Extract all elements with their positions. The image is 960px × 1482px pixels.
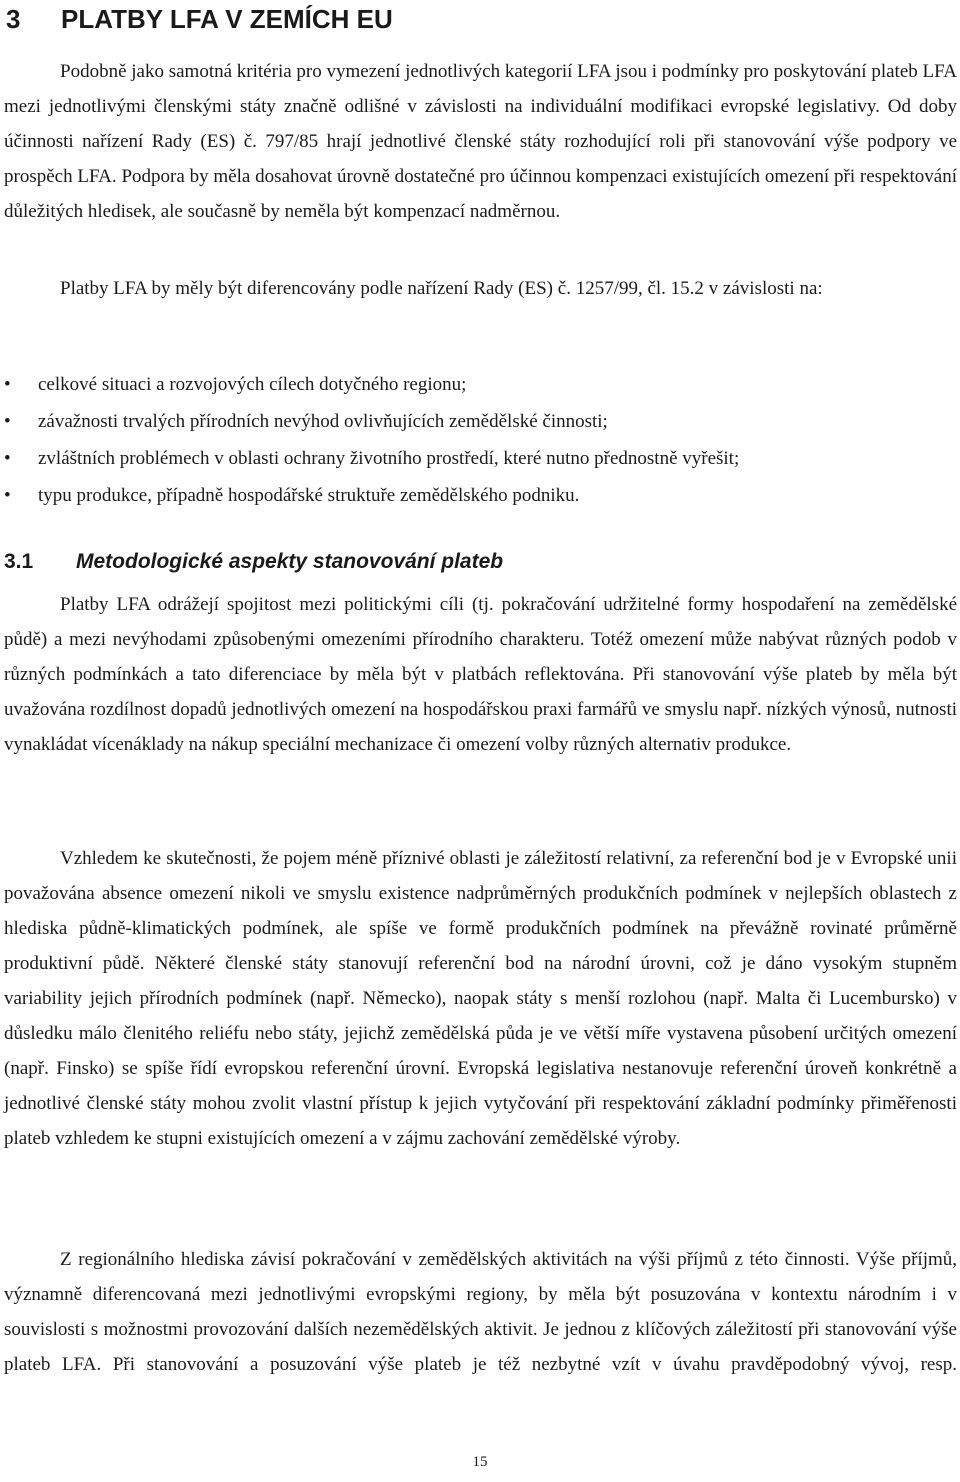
bullet-icon: • xyxy=(4,374,11,395)
list-item-text: zvláštních problémech v oblasti ochrany životního prostředí, které nutno přednostně vyřešit; xyxy=(38,448,740,469)
bullet-icon: • xyxy=(4,448,11,469)
list-item xyxy=(4,477,957,514)
criteria-list xyxy=(4,366,957,514)
paragraph-4: Vzhledem ke skutečnosti, že pojem méně příznivé oblasti je záležitostí relativní, za referenční bod je v Evropské unii považována absence omezení nikoli ve smyslu existence nadprůměrných produkčních podmínek v nejlepších oblastech z hlediska půdně-klimatických podmínek, ale spíše ve formě produkčních podmínek na převážně rovinaté průměrně produktivní půdě. Některé členské státy stanovují referenční bod na národní úrovni, což je dáno vysokým stupněm variability jejich přírodních podmínek (např. Německo), naopak státy s menší rozlohou (např. Malta či Lucembursko) v důsledku málo členitého reliéfu nebo státy, jejichž zemědělská půda je ve větší míře vystavena působení určitých omezení (např. Finsko) se spíše řídí evropskou referenční úrovní. Evropská legislativa nestanovuje referenční úroveň konkrétně a jednotlivé členské státy mohou zvolit vlastní přístup k jejich vytyčování při respektování základní podmínky přiměřenosti plateb vzhledem ke stupni existujících omezení a v zájmu zachování zemědělské výroby. xyxy=(4,848,957,1149)
list-item xyxy=(4,366,957,403)
bullet-icon: • xyxy=(4,485,11,506)
list-item xyxy=(4,440,957,477)
intro-paragraph: Podobně jako samotná kritéria pro vymezení jednotlivých kategorií LFA jsou i podmínky pro poskytování plateb LFA mezi jednotlivými členskými státy značně odlišné v závislosti na individuální modifikaci evropské legislativy. Od doby účinnosti nařízení Rady (ES) č. 797/85 hrají jednotlivé členské státy rozhodující roli při stanovování výše podpory ve prospěch LFA. Podpora by měla dosahovat úrovně dostatečné pro účinnou kompenzaci existujících omezení při respektování důležitých hledisek, ale současně by neměla být kompenzací nadměrnou. xyxy=(4,61,957,222)
chapter-title: PLATBY LFA V ZEMÍCH EU xyxy=(61,4,393,34)
chapter-heading xyxy=(6,4,393,34)
list-item-text: typu produkce, případně hospodářské struktuře zemědělského podniku. xyxy=(38,485,580,506)
page-number: 15 xyxy=(472,1454,488,1470)
bullet-icon: • xyxy=(4,411,11,432)
list-item xyxy=(4,403,957,440)
section-title: Metodologické aspekty stanovování plateb xyxy=(76,550,504,573)
list-item-text: závažnosti trvalých přírodních nevýhod ovlivňujících zemědělské činnosti; xyxy=(38,411,608,432)
section-number: 3.1 xyxy=(4,550,34,573)
chapter-number: 3 xyxy=(6,4,21,34)
section-heading xyxy=(4,548,503,576)
paragraph-3: Platby LFA odrážejí spojitost mezi politickými cíli (tj. pokračování udržitelné formy hospodaření na zemědělské půdě) a mezi nevýhodami způsobenými omezeními přírodního charakteru. Totéž omezení může nabývat různých podob v různých podmínkách a tato diferenciace by měla být v platbách reflektována. Při stanovování výše plateb by měla být uvažována rozdílnost dopadů jednotlivých omezení na hospodářskou praxi farmářů ve smyslu např. nízkých výnosů, nutnosti vynakládat vícenáklady na nákup speciální mechanizace či omezení volby různých alternativ produkce. xyxy=(4,594,957,755)
paragraph-5: Z regionálního hlediska závisí pokračování v zemědělských aktivitách na výši příjmů z této činnosti. Výše příjmů, významně diferencovaná mezi jednotlivými evropskými regiony, by měla být posuzována v kontextu národním i v souvislosti s možnostmi provozování dalších nezemědělských aktivit. Je jednou z klíčových záležitostí při stanovování výše plateb LFA. Při stanovování a posuzování výše plateb je též nezbytné vzít v úvahu pravděpodobný vývoj, resp. xyxy=(4,1249,957,1375)
second-paragraph: Platby LFA by měly být diferencovány podle nařízení Rady (ES) č. 1257/99, čl. 15.2 v závislosti na: xyxy=(60,278,823,299)
list-item-text: celkové situaci a rozvojových cílech dotyčného regionu; xyxy=(38,374,467,395)
